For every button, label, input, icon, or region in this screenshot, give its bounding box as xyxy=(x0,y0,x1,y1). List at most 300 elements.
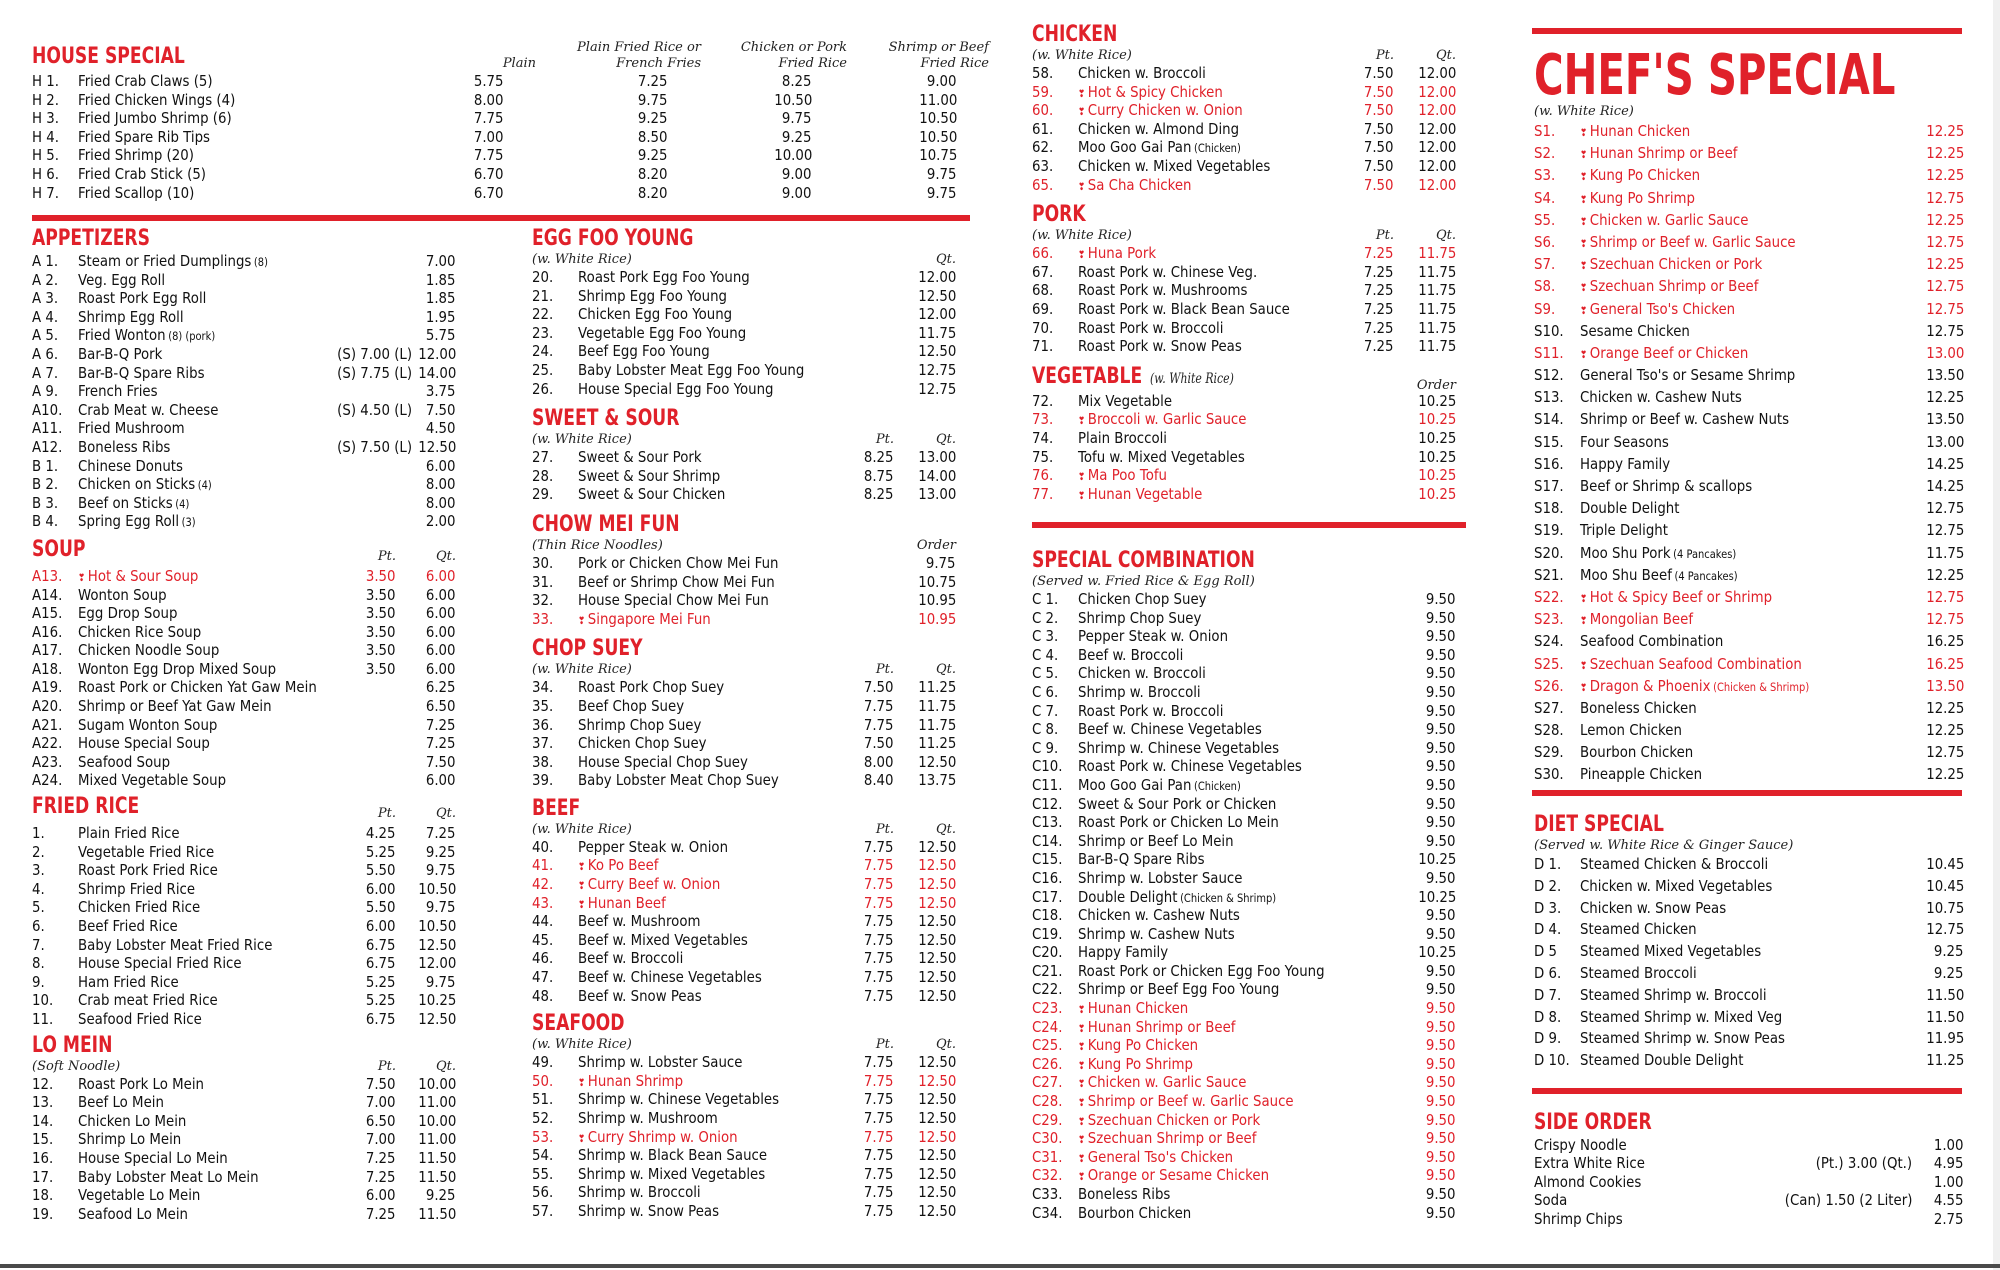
item-price: 12.75 xyxy=(1925,521,1964,540)
item-price: 10.75 xyxy=(1925,898,1964,917)
item-code: S20. xyxy=(1534,543,1564,562)
item-name-text: Shrimp Chop Suey xyxy=(578,715,702,734)
item-name xyxy=(78,1205,188,1224)
pepper-icon: ❣ xyxy=(1580,616,1588,628)
item-name-text: Chicken on Sticks xyxy=(78,475,196,494)
item-code: 65. xyxy=(1032,175,1054,194)
item-price: 11.50 xyxy=(1925,985,1964,1004)
item-code: B 2. xyxy=(32,475,59,494)
item-price-pt: 7.50 xyxy=(1364,101,1394,120)
item-name xyxy=(1078,64,1206,83)
item-name xyxy=(78,753,170,772)
item-name xyxy=(78,438,170,457)
item-code: S11. xyxy=(1534,343,1564,362)
menu-item xyxy=(1534,963,1964,985)
item-name-text: House Special Chow Mei Fun xyxy=(578,591,769,610)
item-name-text: Sweet & Sour Shrimp xyxy=(578,466,721,485)
menu-item xyxy=(32,109,992,128)
item-code: 15. xyxy=(32,1130,54,1149)
item-price: 10.50 xyxy=(918,127,957,146)
item-price: 6.00 xyxy=(426,641,456,660)
item-price: 9.25 xyxy=(1934,942,1964,961)
item-name-text: Hot & Sour Soup xyxy=(87,566,199,585)
item-price: 12.25 xyxy=(1925,122,1964,140)
column-right xyxy=(1032,22,1462,503)
menu-item xyxy=(1534,898,1964,920)
item-price: 12.75 xyxy=(1925,587,1964,606)
item-price-pt: 7.75 xyxy=(864,986,894,1005)
item-name xyxy=(1078,609,1201,628)
item-name: Fried Chicken Wings (4) xyxy=(78,90,236,109)
item-name xyxy=(578,485,725,504)
menu-item xyxy=(32,641,462,660)
item-price-pt: 5.25 xyxy=(366,842,396,861)
item-code: 52. xyxy=(532,1109,554,1127)
item-code: C32. xyxy=(1032,1166,1063,1185)
pepper-icon: ❣ xyxy=(578,862,586,874)
item-price: 11.75 xyxy=(1417,244,1456,263)
item-code: S15. xyxy=(1534,432,1564,451)
section-note: (w. White Rice) xyxy=(532,432,632,448)
menu-item xyxy=(1032,925,1462,944)
item-code: D 3. xyxy=(1534,898,1562,917)
menu-item xyxy=(1534,719,1964,741)
item-name xyxy=(78,382,158,401)
item-code: 31. xyxy=(532,572,554,591)
item-price-pt: 7.50 xyxy=(864,678,894,697)
item-name-text: Baby Lobster Meat Egg Foo Young xyxy=(578,360,805,379)
item-price: 9.50 xyxy=(1426,924,1456,943)
item-price: 9.50 xyxy=(1426,999,1456,1018)
item-code: C 8. xyxy=(1032,720,1059,739)
pepper-icon: ❣ xyxy=(1580,593,1588,605)
item-price-pt: 7.25 xyxy=(1364,281,1394,300)
item-price: 11.95 xyxy=(1925,1029,1964,1048)
item-price: 9.50 xyxy=(1426,738,1456,757)
item-name-text: Moo Goo Gai Pan xyxy=(1078,138,1192,157)
item-name-text: Roast Pork or Chicken Egg Foo Young xyxy=(1078,961,1325,980)
column-header-plain: Plain xyxy=(502,56,536,71)
item-name-text: Fried Wonton xyxy=(78,326,166,345)
item-code: 37. xyxy=(532,734,554,753)
menu-item xyxy=(1032,850,1462,869)
pepper-icon: ❣ xyxy=(1078,1060,1086,1072)
item-code: A 5. xyxy=(32,326,59,345)
column-header: Pt. xyxy=(875,1037,894,1053)
menu-item xyxy=(1534,741,1964,763)
item-name-text: Sa Cha Chicken xyxy=(1087,175,1192,194)
section-note: (w. White Rice) xyxy=(1534,104,1634,119)
column-header: Qt. xyxy=(435,1058,456,1074)
item-name-text: Seafood Combination xyxy=(1580,632,1724,651)
chow-mei-fun-section xyxy=(532,512,962,628)
pepper-icon: ❣ xyxy=(1078,1079,1086,1091)
item-name xyxy=(578,697,684,716)
item-code: 74. xyxy=(1032,428,1054,447)
item-code: A20. xyxy=(32,697,63,716)
item-code: 63. xyxy=(1032,156,1054,175)
section-title xyxy=(532,512,867,538)
item-price-pt: 8.75 xyxy=(864,466,894,485)
item-name-text: Singapore Mei Fun xyxy=(587,609,711,628)
menu-item xyxy=(1534,142,1964,164)
pepper-icon: ❣ xyxy=(578,615,586,627)
item-code: S17. xyxy=(1534,477,1564,495)
item-code: C15. xyxy=(1032,850,1063,869)
item-code: A18. xyxy=(32,659,63,678)
item-code: S26. xyxy=(1534,676,1564,695)
item-name-text: Chicken w. Garlic Sauce xyxy=(1087,1073,1247,1092)
item-price: 10.25 xyxy=(417,991,456,1010)
item-price: 10.00 xyxy=(417,1074,456,1093)
section-title xyxy=(1032,548,1367,574)
item-price: 11.75 xyxy=(1417,281,1456,300)
item-code: S30. xyxy=(1534,765,1564,784)
item-name-text: Triple Delight xyxy=(1580,521,1668,540)
pepper-icon: ❣ xyxy=(1580,305,1588,317)
item-code: 3. xyxy=(32,861,45,880)
pepper-icon: ❣ xyxy=(1078,88,1086,100)
item-price: 12.50 xyxy=(917,837,956,856)
item-name-text: Broccoli w. Garlic Sauce xyxy=(1087,410,1247,429)
menu-item xyxy=(532,1109,962,1128)
item-name-text: Double Delight xyxy=(1580,499,1680,518)
item-price: 9.50 xyxy=(1426,627,1456,646)
menu-item xyxy=(1534,298,1964,320)
column-header-plain-fried-rice: Plain Fried Rice or French Fries xyxy=(577,40,701,71)
item-name xyxy=(1580,630,1723,652)
item-name xyxy=(578,467,720,486)
item-name-text: Shrimp w. Cashew Nuts xyxy=(1078,924,1235,943)
item-price-pt: 7.50 xyxy=(864,734,894,753)
column-header: Pt. xyxy=(875,662,894,678)
item-price: 12.25 xyxy=(1925,210,1964,229)
item-code: D 6. xyxy=(1534,963,1562,982)
pepper-icon: ❣ xyxy=(1078,1005,1086,1017)
menu-item xyxy=(1534,1173,1964,1191)
section-title xyxy=(1032,364,1367,392)
section-title: DIET SPECIAL xyxy=(1534,812,1664,837)
menu-item xyxy=(1534,542,1964,564)
menu-item xyxy=(32,438,462,457)
menu-item xyxy=(32,419,462,438)
item-code: S9. xyxy=(1534,299,1556,318)
item-name-text: Pork or Chicken Chow Mei Fun xyxy=(578,553,779,572)
section-title xyxy=(532,796,867,822)
menu-item xyxy=(1032,485,1462,504)
item-price: 7.50 xyxy=(426,752,456,771)
item-price-pt: 8.25 xyxy=(864,485,894,504)
item-name xyxy=(1078,980,1279,999)
item-name-text: Kung Po Shrimp xyxy=(1589,188,1695,207)
item-price-pt: 7.25 xyxy=(1364,244,1394,263)
pepper-icon: ❣ xyxy=(578,881,586,893)
column-header: Pt. xyxy=(1375,48,1394,63)
menu-item xyxy=(1032,101,1462,120)
section-title xyxy=(1032,22,1367,48)
section-title xyxy=(1032,202,1367,228)
item-name-text: Curry Shrimp w. Onion xyxy=(587,1127,738,1146)
item-name-text: Chicken Rice Soup xyxy=(78,622,202,641)
item-price: 12.50 xyxy=(917,968,956,987)
item-name-text: Boneless Ribs xyxy=(1078,1185,1171,1203)
item-price: 6.70 xyxy=(474,183,504,202)
menu-item xyxy=(1032,281,1462,300)
item-price: 9.25 xyxy=(426,842,456,861)
menu-item xyxy=(32,604,462,623)
menu-item xyxy=(1032,757,1462,776)
item-code: C29. xyxy=(1032,1110,1063,1129)
menu-item xyxy=(532,1165,962,1184)
item-name xyxy=(78,1010,202,1029)
item-code: 53. xyxy=(532,1127,554,1146)
item-name-text: Beef w. Chinese Vegetables xyxy=(1078,720,1262,739)
item-name xyxy=(578,268,750,287)
section-note: (w. White Rice) xyxy=(1032,48,1132,63)
item-price: 10.25 xyxy=(1417,447,1456,466)
item-code: C12. xyxy=(1032,794,1063,813)
item-price: 11.75 xyxy=(1925,543,1964,562)
item-name xyxy=(78,271,165,290)
item-name-text: General Tso's Chicken xyxy=(1589,299,1736,318)
column-header: Pt. xyxy=(875,821,894,837)
menu-item xyxy=(1534,697,1964,719)
item-price: 11.50 xyxy=(417,1167,456,1186)
item-price: 9.50 xyxy=(1426,1166,1456,1185)
item-name xyxy=(578,1183,701,1202)
menu-item xyxy=(1534,919,1964,941)
pepper-icon: ❣ xyxy=(1078,107,1086,119)
menu-item xyxy=(532,987,962,1006)
item-price-pt: 7.50 xyxy=(1364,64,1394,82)
menu-item xyxy=(1032,664,1462,683)
item-name-text: House Special Chop Suey xyxy=(578,752,748,771)
special-combination-section xyxy=(1032,548,1462,1222)
menu-item xyxy=(532,912,962,931)
item-name-text: Sweet & Sour Pork or Chicken xyxy=(1078,794,1277,813)
item-code: D 7. xyxy=(1534,985,1562,1004)
item-code: 72. xyxy=(1032,391,1054,410)
menu-item xyxy=(532,467,962,486)
menu-item xyxy=(1032,646,1462,665)
item-price: 12.25 xyxy=(1925,255,1964,274)
column-header: Pt. xyxy=(875,432,894,448)
sweet-sour-section xyxy=(532,406,962,504)
menu-item xyxy=(32,252,462,271)
item-name-text: Roast Pork or Chicken Lo Mein xyxy=(1078,813,1279,832)
item-price: 7.75 xyxy=(474,146,504,165)
item-name xyxy=(1580,320,1690,342)
item-price: 4.50 xyxy=(426,419,456,438)
item-price: 8.00 xyxy=(426,493,456,512)
section-title-text: SPECIAL COMBINATION xyxy=(1032,548,1255,573)
divider xyxy=(1032,522,1466,528)
item-code: A 3. xyxy=(32,289,59,308)
item-name-text: Shrimp w. Mixed Vegetables xyxy=(578,1164,766,1183)
menu-item xyxy=(1032,609,1462,628)
item-name xyxy=(1580,497,1679,519)
item-name-text: General Tso's Chicken xyxy=(1087,1147,1234,1166)
item-name xyxy=(78,419,185,438)
item-name xyxy=(578,573,775,592)
item-name xyxy=(1580,475,1752,497)
item-name-text: Wonton Soup xyxy=(78,585,167,604)
menu-item xyxy=(1534,1007,1964,1029)
item-price: 12.75 xyxy=(1925,232,1964,251)
item-name xyxy=(78,1186,200,1205)
item-code: 77. xyxy=(1032,484,1054,503)
item-name xyxy=(578,1053,742,1072)
item-name xyxy=(1580,431,1669,453)
menu-item xyxy=(32,91,992,110)
item-name-text: Beef Chop Suey xyxy=(578,696,685,715)
menu-item xyxy=(1534,1136,1964,1154)
item-price-pt: 7.75 xyxy=(864,696,894,715)
item-name: Steamed Chicken & Broccoli xyxy=(1580,855,1769,873)
item-price: 10.00 xyxy=(417,1111,456,1130)
item-price: 13.00 xyxy=(1925,343,1964,362)
section-title xyxy=(32,226,367,252)
menu-item xyxy=(532,361,962,380)
page-edge xyxy=(1993,0,2000,1270)
item-price: 12.50 xyxy=(917,930,956,949)
menu-item xyxy=(32,880,462,899)
item-code: A24. xyxy=(32,771,63,790)
item-name-text: Hunan Chicken xyxy=(1087,999,1189,1018)
item-code: 46. xyxy=(532,949,554,968)
bottom-border xyxy=(0,1264,2000,1268)
item-name-text: Hunan Shrimp or Beef xyxy=(1087,1017,1236,1036)
item-name-text: Roast Pork w. Broccoli xyxy=(1078,701,1224,720)
item-price: 9.50 xyxy=(1426,608,1456,627)
menu-item xyxy=(1534,275,1964,297)
item-price: 9.75 xyxy=(426,972,456,991)
item-name-text: Beef Lo Mein xyxy=(78,1093,164,1112)
menu-item xyxy=(32,716,462,735)
item-name-text: Sugam Wonton Soup xyxy=(78,715,218,734)
item-price-pt: 7.50 xyxy=(1364,156,1394,175)
item-name-text: Hot & Spicy Beef or Shrimp xyxy=(1589,587,1773,606)
menu-item xyxy=(1534,120,1964,142)
menu-item xyxy=(1032,999,1462,1018)
item-price: 12.00 xyxy=(1417,119,1456,138)
item-name-text: Bourbon Chicken xyxy=(1580,743,1694,762)
menu-item xyxy=(1534,386,1964,408)
menu-item xyxy=(32,1186,462,1205)
item-name: Almond Cookies xyxy=(1534,1172,1642,1191)
item-code: S2. xyxy=(1534,144,1556,163)
item-code: 33. xyxy=(532,609,554,628)
item-name xyxy=(1580,386,1742,408)
menu-item xyxy=(1534,876,1964,898)
item-code: D 9. xyxy=(1534,1029,1562,1048)
item-name: Fried Crab Stick (5) xyxy=(78,164,207,183)
item-name-text: Chicken Lo Mein xyxy=(78,1111,187,1130)
chop-suey-section xyxy=(532,636,962,790)
column-header: Pt. xyxy=(377,1058,396,1074)
item-code: 35. xyxy=(532,696,554,715)
menu-item xyxy=(32,512,462,531)
item-code: 49. xyxy=(532,1053,554,1072)
item-code: C 5. xyxy=(1032,664,1059,683)
chefs-special-section xyxy=(1534,43,1964,786)
pepper-icon: ❣ xyxy=(1580,283,1588,295)
item-name-text: Baby Lobster Meat Fried Rice xyxy=(78,935,273,954)
item-name xyxy=(78,954,242,973)
item-price: 9.50 xyxy=(1426,1073,1456,1092)
item-price: 12.25 xyxy=(1925,565,1964,584)
item-name xyxy=(1078,485,1202,507)
item-price: 6.00 xyxy=(426,604,456,623)
item-name-text: Four Seasons xyxy=(1580,432,1669,451)
item-code: S3. xyxy=(1534,166,1556,185)
item-code: 60. xyxy=(1032,101,1054,120)
item-code: H 5. xyxy=(32,146,59,165)
item-price-pt: 7.75 xyxy=(864,1183,894,1202)
menu-item xyxy=(1534,431,1964,453)
menu-item xyxy=(1032,906,1462,925)
item-name-text: Crab meat Fried Rice xyxy=(78,991,218,1010)
item-price: 12.50 xyxy=(917,286,956,305)
menu-item xyxy=(1032,1073,1462,1092)
item-code: 47. xyxy=(532,968,554,987)
item-name-text: Beef Fried Rice xyxy=(78,917,178,935)
item-code: D 2. xyxy=(1534,876,1562,895)
item-name-text: Beef w. Mixed Vegetables xyxy=(578,930,748,949)
item-name-text: Veg. Egg Roll xyxy=(78,270,166,289)
item-code: S7. xyxy=(1534,255,1556,274)
column-left xyxy=(32,226,462,1223)
item-code: C31. xyxy=(1032,1147,1063,1166)
item-price: 13.50 xyxy=(1925,676,1964,695)
item-name xyxy=(1580,719,1682,741)
item-code: A21. xyxy=(32,715,63,734)
menu-item xyxy=(32,326,462,345)
item-price: 12.00 xyxy=(1417,64,1456,82)
item-price: 2.00 xyxy=(426,512,456,531)
item-note: (8) (pork) xyxy=(168,329,216,344)
item-price: 12.50 xyxy=(917,1053,956,1072)
item-name-text: Shrimp w. Mushroom xyxy=(578,1109,718,1127)
item-name-text: Shrimp or Beef w. Garlic Sauce xyxy=(1087,1092,1294,1111)
item-price-pt: 7.75 xyxy=(864,1164,894,1183)
item-price: 12.50 xyxy=(917,949,956,968)
item-name-text: Ham Fried Rice xyxy=(78,972,179,991)
item-name: Fried Jumbo Shrimp (6) xyxy=(78,109,232,128)
menu-item xyxy=(32,697,462,716)
menu-item xyxy=(532,753,962,772)
column-right-lower xyxy=(1032,548,1462,1222)
item-code: D 4. xyxy=(1534,920,1562,939)
item-code: 42. xyxy=(532,875,554,894)
menu-item xyxy=(1032,869,1462,888)
item-name xyxy=(78,326,215,346)
item-code: S22. xyxy=(1534,587,1564,606)
item-price: 9.50 xyxy=(1426,682,1456,701)
item-code: S27. xyxy=(1534,698,1564,717)
pepper-icon: ❣ xyxy=(1078,1042,1086,1054)
item-name-text: Dragon & Phoenix xyxy=(1589,676,1711,695)
item-price: 11.50 xyxy=(1925,1007,1964,1026)
item-price: 12.50 xyxy=(917,342,956,361)
menu-item xyxy=(32,771,462,790)
item-size-price: (Can) 1.50 (2 Liter) xyxy=(1784,1191,1912,1210)
item-price: 11.50 xyxy=(417,1204,456,1223)
menu-item xyxy=(32,567,462,586)
column-middle xyxy=(532,226,962,1221)
item-code: H 7. xyxy=(32,183,59,202)
item-price-pt: 7.75 xyxy=(864,930,894,949)
